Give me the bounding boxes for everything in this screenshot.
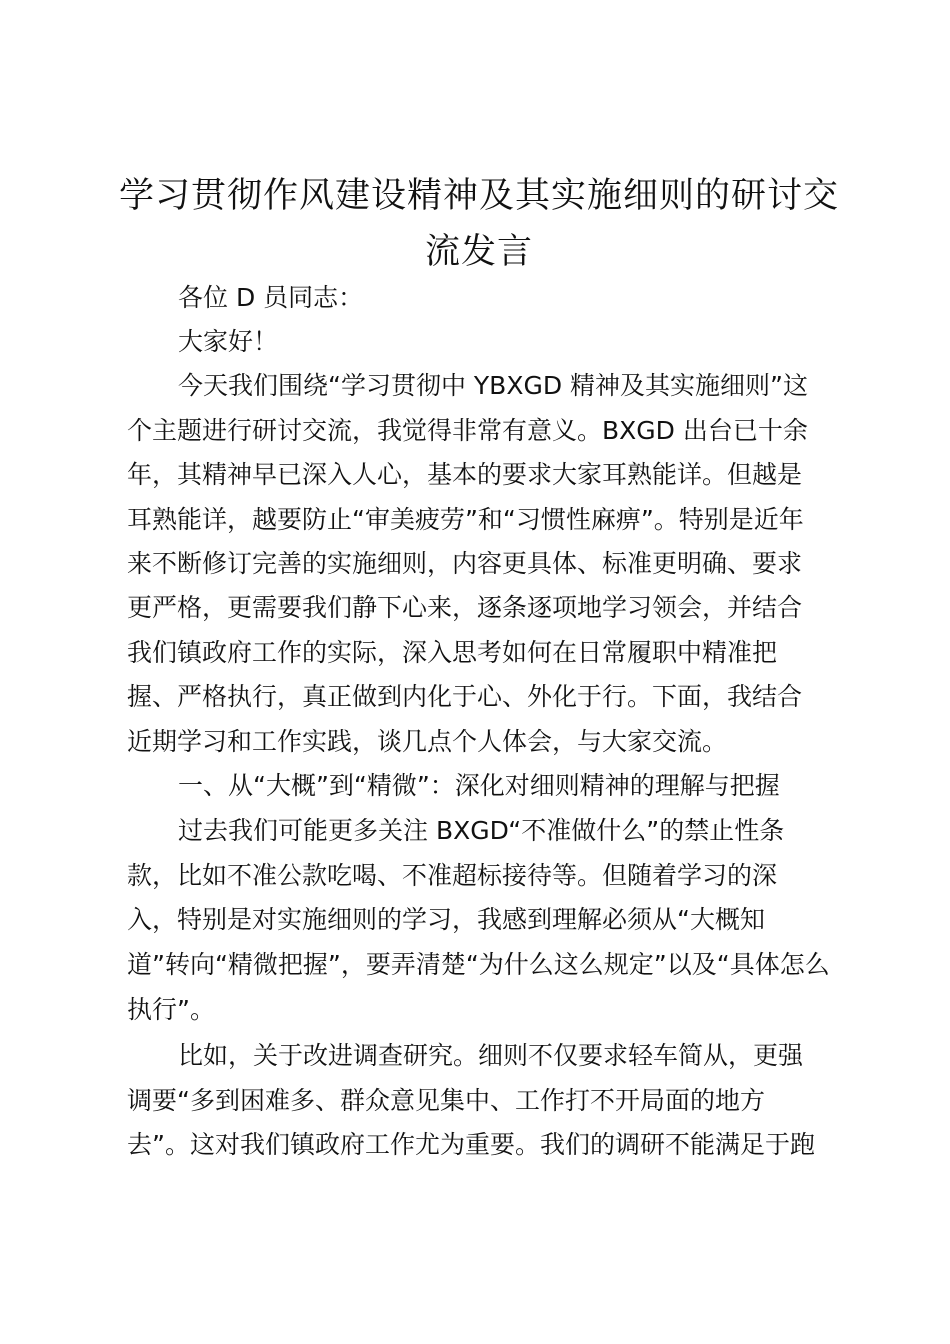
body-line: 今天我们围绕“学习贯彻中 YBXGD 精神及其实施细则”这 [178, 371, 808, 400]
body-line: 更严格，更需要我们静下心来，逐条逐项地学习领会，并结合 [127, 593, 803, 622]
body-line: 我们镇政府工作的实际，深入思考如何在日常履职中精准把 [127, 638, 778, 667]
body-line: 近期学习和工作实践，谈几点个人体会，与大家交流。 [127, 727, 728, 756]
body-line: 耳熟能详，越要防止“审美疲劳”和“习惯性麻痹”。特别是近年 [127, 505, 804, 534]
body-line: 年，其精神早已深入人心，基本的要求大家耳熟能详。但越是 [127, 460, 803, 489]
body-line: 调要“多到困难多、群众意见集中、工作打不开局面的地方 [127, 1086, 765, 1115]
body-line: 来不断修订完善的实施细则，内容更具体、标准更明确、要求 [127, 549, 803, 578]
salutation: 各位 D 员同志： [178, 283, 364, 312]
document-title [118, 168, 840, 280]
greeting: 大家好！ [178, 327, 279, 356]
body-line: 过去我们可能更多关注 BXGD“不准做什么”的禁止性条 [178, 816, 785, 845]
body-line: 执行”。 [127, 995, 215, 1024]
body-line: 款，比如不准公款吃喝、不准超标接待等。但随着学习的深 [127, 861, 778, 890]
section-heading: 一、从“大概”到“精微”：深化对细则精神的理解与把握 [178, 771, 780, 800]
title-line-2: 流发言 [424, 232, 533, 272]
body-line: 去”。这对我们镇政府工作尤为重要。我们的调研不能满足于跑 [127, 1130, 815, 1159]
title-line-1: 学习贯彻作风建设精神及其实施细则的研讨交 [118, 176, 839, 216]
body-line: 比如，关于改进调查研究。细则不仅要求轻车简从，更强 [178, 1041, 804, 1070]
body-line: 握、严格执行，真正做到内化于心、外化于行。下面，我结合 [127, 682, 803, 711]
body-line: 道”转向“精微把握”，要弄清楚“为什么这么规定”以及“具体怎么 [127, 950, 830, 979]
body-line: 个主题进行研讨交流，我觉得非常有意义。BXGD 出台已十余 [127, 416, 808, 445]
body-line: 入，特别是对实施细则的学习，我感到理解必须从“大概知 [127, 905, 765, 934]
